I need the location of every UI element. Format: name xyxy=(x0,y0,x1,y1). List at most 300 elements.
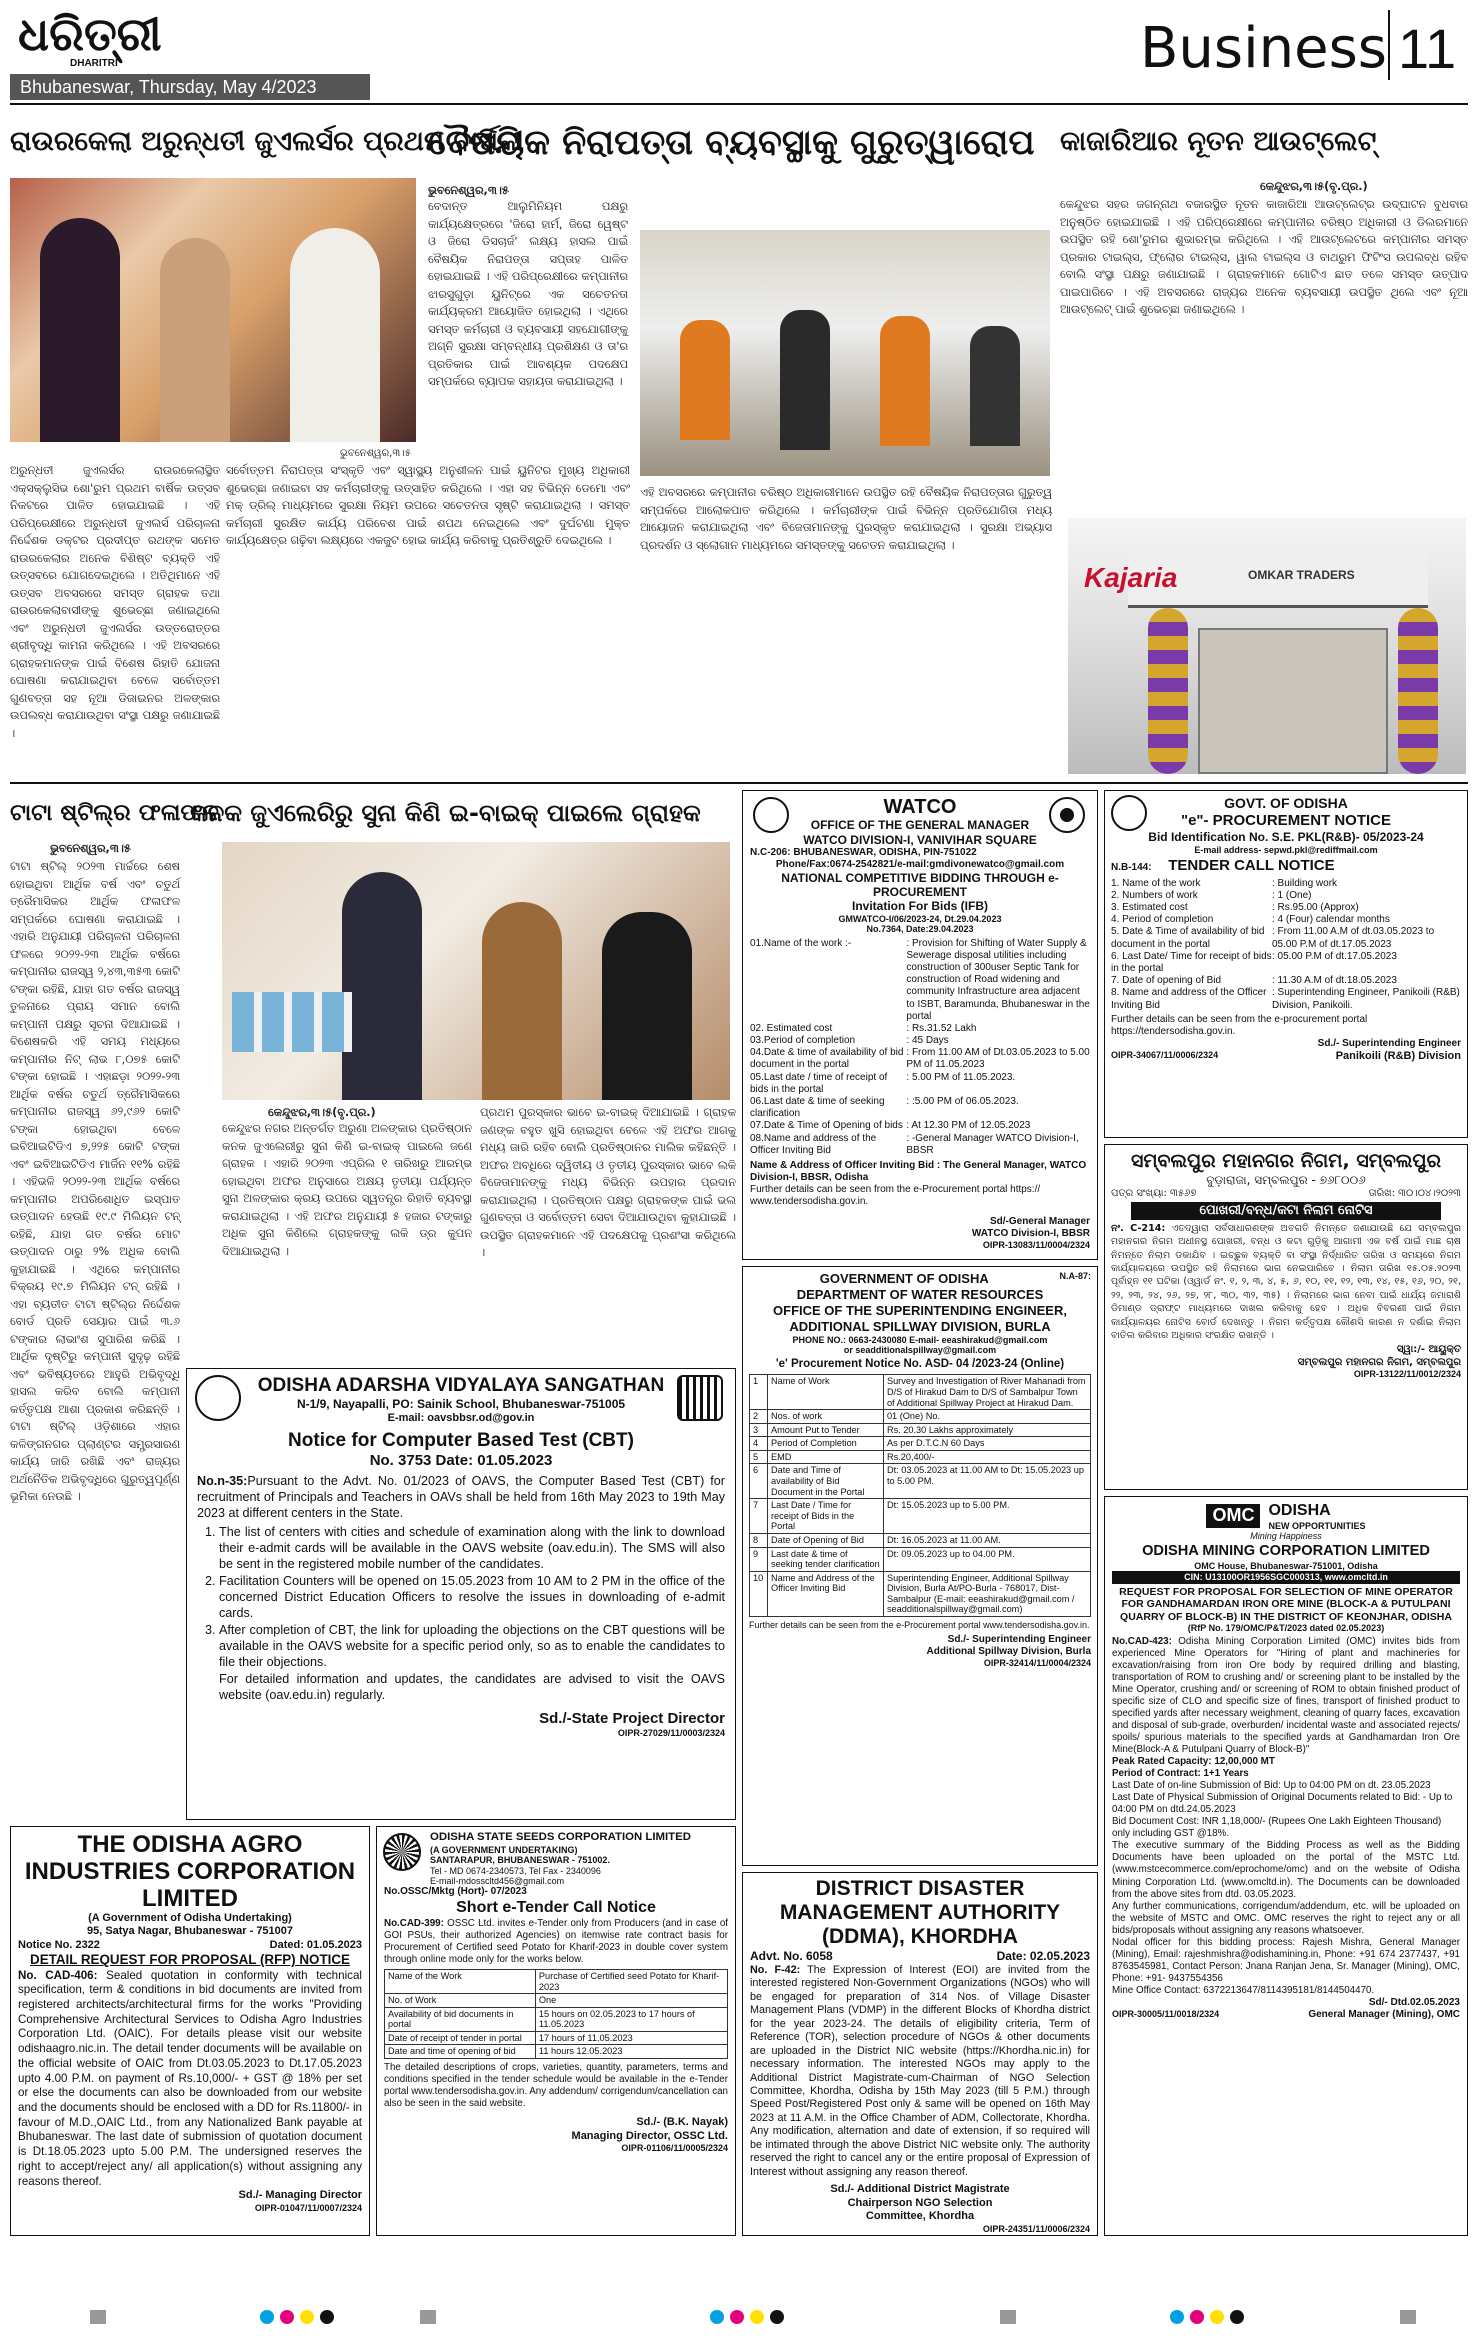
ddma-ref: No. F-42: xyxy=(750,1963,801,1976)
oaic-notice-row xyxy=(18,1939,362,1952)
dowr-table-cell: Date and Time of availability of Bid Document in the Portal xyxy=(768,1464,884,1499)
oavs-head: Notice for Computer Based Test (CBT) xyxy=(288,1430,634,1452)
pkl-govt: GOVT. OF ODISHA xyxy=(1224,795,1348,811)
story4-dateline: ଭୁବନେଶ୍ୱର,୩।୫ xyxy=(50,842,131,855)
dowr-table-cell: Nos. of work xyxy=(768,1410,884,1424)
ddma-advt: Advt. No. 6058 xyxy=(750,1949,833,1963)
customer-woman xyxy=(482,902,562,1100)
watco-row-value: : 5.00 PM of 11.05.2023. xyxy=(906,1071,1016,1083)
omc-ref: No.CAD-423: xyxy=(1112,1635,1172,1647)
watco-title: WATCO xyxy=(883,796,957,818)
smc-no-row xyxy=(1111,1188,1461,1200)
pkl-row xyxy=(1111,890,1461,902)
omc-mine: Mine Office Contact: 6372213647/8114395181/8144504470. xyxy=(1112,1984,1375,1996)
masthead xyxy=(10,6,1470,104)
ossc-no: No.OSSC/Mktg (Hort)- 07/2023 xyxy=(384,1886,527,1898)
oavs-point-2: 2. Facilitation Counters will be opened on 15.05.2023 from 10 AM to 2 PM in the office of the concerned District Education Officers to resolve the issues in downloading of e-admit cards. xyxy=(219,1573,725,1622)
watco-row-label: 03.Period of completion xyxy=(750,1035,856,1047)
dowr-table-row xyxy=(750,1533,1091,1547)
watco-further: Further details can be seen from the e-Procurement portal https:// www.tendersodisha.gov.in. xyxy=(750,1183,1041,1207)
dowr-table-cell: 01 (One) No. xyxy=(883,1410,1090,1424)
omc-logo-text xyxy=(1268,1501,1365,1531)
ossc-body: OSSC Ltd. invites e-Tender only from Producers (and in case of GOI PSUs, their authorized Agencies) on itemwise rate contract basis for Procurement of Certified seed Potato for Kharif-2023 in double cover system through online mode only for the works below. xyxy=(384,1917,728,1965)
dowr-table-cell: Name and Address of the Officer Inviting Bid xyxy=(768,1571,884,1616)
omc-sign2: General Manager (Mining), OMC xyxy=(1308,2009,1460,2021)
dowr-office: OFFICE OF THE SUPERINTENDING ENGINEER, ADDITIONAL SPILLWAY DIVISION, BURLA xyxy=(773,1302,1067,1334)
ddma-sign2: Chairperson NGO Selection xyxy=(847,2196,993,2209)
oavs-title: ODISHA ADARSHA VIDYALAYA SANGATHAN xyxy=(257,1375,665,1396)
ossc-table-cell: Availability of bid documents in portal xyxy=(385,2007,536,2031)
dowr-govt xyxy=(749,1271,1091,1287)
watco-row xyxy=(750,1133,1090,1157)
dowr-table-cell: Rs. 20.30 Lakhs approximately xyxy=(883,1423,1090,1437)
dowr-table-row xyxy=(750,1464,1091,1499)
pkl-row-label: 4. Period of completion xyxy=(1111,914,1214,926)
omc-summary: The executive summary of the Bidding Process as well as the Bidding Documents have been uploaded on the portal of the MSTC Ltd. (www.mstcecommerce.com/eprochome/omc) and on the website of Odisha Mining Corporation Ltd. (www.omcltd.in). The Documents can be downloaded from the above sites from dtd. 03.05.2023. xyxy=(1112,1840,1460,1900)
dowr-table-cell: 10 xyxy=(750,1571,768,1616)
reg-black-1 xyxy=(320,2310,334,2324)
safety-worker-4 xyxy=(970,326,1020,446)
watco-row xyxy=(750,1072,1090,1096)
dowr-table-row xyxy=(750,1547,1091,1571)
dowr-table-row xyxy=(750,1499,1091,1534)
page-number: 11 xyxy=(1398,17,1457,80)
reg-black-2 xyxy=(770,2310,784,2324)
oaic-sub: (A Government of Odisha Undertaking) xyxy=(88,1912,292,1924)
dowr-table-cell: Period of Completion xyxy=(768,1437,884,1451)
dowr-table-cell: 3 xyxy=(750,1423,768,1437)
dowr-table-row xyxy=(750,1571,1091,1616)
ossc-table-cell: 11 hours 12.05.2023 xyxy=(535,2045,727,2059)
omc-addr: OMC House, Bhubaneswar-751001, Odisha xyxy=(1194,1561,1378,1571)
reg-black-3 xyxy=(1230,2310,1244,2324)
dowr-table-cell: Superintending Engineer, Additional Spillway Division, Burla At/PO-Burla - 768017, Dist-Sambalpur (E-mail: eeashirakud@gmail.com / seadditionalspillway@gmail.com) xyxy=(883,1571,1090,1616)
oaic-head: DETAIL REQUEST FOR PROPOSAL (RFP) NOTICE xyxy=(30,1952,350,1968)
ossc-table-cell: 17 hours of 11.05.2023 xyxy=(535,2031,727,2045)
dowr-table-cell: Last Date / Time for receipt of Bids in the Portal xyxy=(768,1499,884,1534)
person-1 xyxy=(40,218,120,442)
omc-cost: Bid Document Cost: INR 1,18,000/- (Rupees One Lakh Eighteen Thousand) only including GST @18%. xyxy=(1112,1816,1442,1840)
oavs-p4: For detailed information and updates, the candidates are advised to visit the OAVS website (oav.edu.in) regularly. xyxy=(219,1671,725,1703)
watco-row-value: : From 11.00 AM of Dt.03.05.2023 to 5.00 PM of 11.05.2023 xyxy=(906,1047,1090,1071)
watco-row xyxy=(750,1035,1090,1047)
oavs-point-1: 1. The list of centers with cities and schedule of examination along with the link to download their e-admit cards will be available in the OAVS website (oav.edu.in). The SMS will also be sent in the registered mobile number of the candidates. xyxy=(219,1524,725,1573)
grey-bar-2 xyxy=(420,2310,436,2324)
safety-worker-1 xyxy=(680,320,730,440)
story5-body2: ପ୍ରଥମ ପୁରସ୍କାର ଭାବେ ଇ-ବାଇକ୍ ଦିଆଯାଇଛି । ଗ୍ରାହକ ଜଣଙ୍କ ବହୁତ ଖୁସି ହୋଇଥିବା ବେଳେ ଏହି ଅଫର ଆଗକୁ ମଧ୍ୟ ଜାରି ରହିବ ବୋଲି ପ୍ରତିଷ୍ଠାନର ମାଲିକ କହିଛନ୍ତି । ଅଫର ଅବଧିରେ ଦ୍ୱିତୀୟ ଓ ତୃତୀୟ ପୁରସ୍କାର ଭାବେ ଲକି ବିଜେତାମାନଙ୍କୁ ମଧ୍ୟ ବିଭିନ୍ନ ଉପହାର ପ୍ରଦାନ କରାଯାଇଥିଲା । ପ୍ରତିଷ୍ଠାନ ପକ୍ଷରୁ ଗ୍ରାହକଙ୍କ ପାଇଁ ଭଲ ଗୁଣବତ୍ତା ଓ ସର୍ବୋତ୍ତମ ସେବା ଦିଆଯାଉଥିବା କୁହାଯାଇଛି । ଉପସ୍ଥିତ ଗ୍ରାହକମାନେ ଏହି ପଦକ୍ଷେପକୁ ପ୍ରଶଂସା କରିଥିଲେ । xyxy=(480,1106,736,1259)
story3-body: କେନ୍ଦୁଝର ସହର ଜଗନ୍ନାଥ ବଜାରସ୍ଥିତ ନୂତନ କାଜାରିଆ ଆଉଟ୍‌ଲେଟ୍‌ର ଉଦ୍‌ଘାଟନ ବୁଧବାର ଅନୁଷ୍ଠିତ ହୋଇଯାଇଛି । ଏହି ପରିପ୍ରେକ୍ଷୀରେ କମ୍ପାନୀର ବରିଷ୍ଠ ଅଧିକାରୀ ଓ ଡିଲରମାନେ ଉପସ୍ଥିତ ରହି ଶୋ'ରୁମର ଶୁଭାରମ୍ଭ କରିଥିଲେ । ଏହି ଆଉଟ୍‌ଲେଟରେ କମ୍ପାନୀର ସମସ୍ତ ପ୍ରକାର ଟାଇଲ୍ସ, ଫ୍ଲୋର ଟାଇଲ୍ସ, ୱାଲ ଟାଇଲ୍ସ ଓ ବାଥରୁମ ଫିଟିଂସ ଉପଲବ୍ଧ ରହିବ ବୋଲି ସଂସ୍ଥା ପକ୍ଷରୁ ଜଣାଯାଇଛି । ଗ୍ରାହକମାନେ ଗୋଟିଏ ଛାତ ତଳେ ସମସ୍ତ ଉତ୍ପାଦ ପାଇପାରିବେ । ଏହି ଅବସରରେ ରାଜ୍ୟର ଅନେକ ବ୍ୟବସାୟୀ ଉପସ୍ଥିତ ଥିଲେ ଏବଂ ନୂଆ ଆଉଟ୍‌ଲେଟ୍ ପାଇଁ ଶୁଭେଚ୍ଛା ଜଣାଇଥିଲେ । xyxy=(1060,198,1468,316)
watco-row-value: : Provision for Shifting of Water Supply & Sewerage disposal utilities including construction of 300user Septic Tank for construction of Road widening and community Infrastructure area adjacent to ISBT, Baramunda, Bhubaneswar in the portal xyxy=(906,937,1090,1022)
dowr-table-row xyxy=(750,1437,1091,1451)
ddma-sign3: Committee, Khordha xyxy=(865,2210,975,2223)
watco-note: Name & Address of Officer Inviting Bid : The General Manager, WATCO Division-I, BBSR, Odisha xyxy=(750,1159,1087,1183)
ossc-table-cell: One xyxy=(535,1994,727,2008)
oaic-oipr: OIPR-01047/11/0007/2324 xyxy=(254,2202,362,2213)
ossc-table-row xyxy=(385,1969,728,1993)
omc-sign: Sd/- Dtd.02.05.2023 xyxy=(1368,1997,1460,2008)
reg-cyan-1 xyxy=(260,2310,274,2324)
ossc-notice xyxy=(376,1826,736,2236)
dowr-sign2: Additional Spillway Division, Burla xyxy=(926,1646,1091,1658)
oavs-emblem xyxy=(195,1375,241,1421)
pkl-row-value: : 05.00 P.M of dt.17.05.2023 xyxy=(1272,950,1397,962)
story3-headline: କାଜାରିଆର ନୂତନ ଆଉଟ୍‌ଲେଟ୍ xyxy=(1060,126,1377,157)
smc-ref: ନଂ. C-214: xyxy=(1111,1222,1166,1234)
omc-body: Odisha Mining Corporation Limited (OMC) invites bids from experienced Mine Operators for "Hiring of plant and machineries for excavation/raising from iron Ore body by required drilling and blasting, transportation of ROM to crushing and/ or screening plant to be installed by the Mine Operator, crushing and/ or screening of ROM to obtain finished product of specific size of CLO and specific size of fines, transport of finished product to specified yards after necessary weighment, cleaning of quarry faces, excavation and disposal of sub-grade, overburden/ incidental waste and associated rejects/ spoils/ spurious materials to the specified yards at Gandhamardan Iron Ore Mine(Block-A & Putulpani Quarry of Block-B)" xyxy=(1112,1635,1460,1756)
oaic-notice xyxy=(10,1826,370,2236)
ossc-table-cell: Name of the Work xyxy=(385,1969,536,1993)
omc-logo2: ODISHA xyxy=(1268,1502,1331,1519)
smc-head: ପୋଖରୀ/ବନ୍ଧ/କଟା ନିଲାମ ନୋଟିସ xyxy=(1131,1202,1441,1220)
customer-man xyxy=(342,872,422,1100)
ossc-addr: SANTARAPUR, BHUBANESWAR - 751002. xyxy=(430,1855,610,1866)
ossc-sub: (A GOVERNMENT UNDERTAKING) xyxy=(430,1844,578,1855)
watco-address: BHUBANESWAR, ODISHA, PIN-751022 xyxy=(793,847,977,859)
pkl-row xyxy=(1111,987,1461,1011)
oaic-notice-no: Notice No. 2322 xyxy=(18,1938,100,1951)
smc-title: ସମ୍ବଲପୁର ମହାନଗର ନିଗମ, ସମ୍ବଲପୁର xyxy=(1130,1150,1442,1172)
watco-row-value: : :5.00 PM of 06.05.2023. xyxy=(906,1096,1019,1107)
ossc-detail: The detailed descriptions of crops, varieties, quantity, parameters, terms and conditions specified in the tender schedule would be available in the e-Tender portal www.tendersodisha.gov.in. Any addendum/ corrigendum/cancellation can also be seen in the said website. xyxy=(384,2062,729,2110)
ossc-body-wrap xyxy=(384,1918,728,1966)
oavs-points xyxy=(219,1524,725,1671)
omc-nodal: Nodal officer for this bidding process: Rajesh Mishra, General Manager (Mining), Email: rajeshmishra@odishamining.in, Phone: +91 674 2377437, +91 8763545981, Contact Person: Jnana Ranjan Jena, Sr. Manager (Mining), OMC, Phone: +91- 9437554356 xyxy=(1112,1936,1460,1984)
oavs-logo-icon xyxy=(677,1375,723,1421)
rule-mid xyxy=(10,782,1468,784)
smc-sign2: ସମ୍ବଲପୁର ମହାନଗର ନିଗମ, ସମ୍ବଲପୁର xyxy=(1297,1356,1461,1368)
story4-headline: ଟାଟା ଷ୍ଟିଲ୍‌ର ଫଳାଫଳ xyxy=(10,800,220,826)
story1-body: ଅରୁନ୍ଧତୀ ଜୁଏଲର୍ସର ରାଉରକେଲାସ୍ଥିତ ଏକ୍ସକ୍ଲୁସିଭ ଶୋ'ରୁମ ପ୍ରଥମ ବାର୍ଷିକ ଉତ୍ସବ ନିକଟରେ ପାଳିତ ହୋଇଯାଇଛି । ଏହି ପରିପ୍ରେକ୍ଷୀରେ ଅରୁନ୍ଧତୀ ଜୁଏଲର୍ସ ପରିଚାଳନା ନିର୍ଦ୍ଦେଶକ ଡକ୍ଟର ପ୍ରଦୀପ୍ତ ରଥଙ୍କ ସମେତ ରାଉରକେଲାର ଅନେକ ବିଶିଷ୍ଟ ବ୍ୟକ୍ତି ଏହି ଉତ୍ସବରେ ଯୋଗଦେଇଥିଲେ । ଅତିଥିମାନେ ଏହି ଉତ୍ସବ ଅବସରରେ ସମସ୍ତ ଗ୍ରାହକ ତଥା ରାଉରକେଲାବାସୀଙ୍କୁ ଶୁଭେଚ୍ଛା ଜଣାଇଥିଲେ ଏବଂ ଅରୁନ୍ଧତୀ ଜୁଏଲର୍ସର ଉତ୍ତରୋତ୍ତର ଶ୍ରୀବୃଦ୍ଧି କାମନା କରିଥିଲେ । ଏହି ଅବସରରେ ଗ୍ରାହକମାନଙ୍କ ପାଇଁ ବିଶେଷ ରିହାତି ଯୋଜନା ଘୋଷଣା କରାଯାଇଥିବା ବେଳେ ସର୍ବୋତ୍ତମ ଗୁଣବତ୍ତା ସହ ନୂଆ ଡିଜାଇନର ଅଳଙ୍କାର ଉପଲବ୍ଧ କରାଯାଉଥିବା ସଂସ୍ଥା ପକ୍ଷରୁ ଜଣାଯାଇଛି । xyxy=(10,464,220,740)
omc-logo3: NEW OPPORTUNITIES xyxy=(1268,1520,1366,1531)
omc-logo4: Mining Happiness xyxy=(1250,1530,1322,1541)
watco-row xyxy=(750,1023,1090,1035)
story2-dateline: ଭୁବନେଶ୍ୱର,୩।୫ xyxy=(428,184,509,197)
pkl-row-value: : From 11.00 A.M of dt.03.05.2023 to 05.00 P.M of dt.17.05.2023 xyxy=(1272,926,1435,950)
pkl-row xyxy=(1111,878,1461,890)
ossc-ref: No.CAD-399: xyxy=(384,1917,444,1929)
odisha-emblem xyxy=(1111,795,1147,831)
pkl-further: Further details can be seen from the e-procurement portal https://tendersodisha.gov.in. xyxy=(1111,1013,1368,1037)
pkl-head-row xyxy=(1111,857,1461,875)
person-3 xyxy=(290,228,380,442)
watco-phone: Phone/Fax:0674-2542821/e-mail:gmdivonewatco@gmail.com xyxy=(775,859,1065,871)
person-2 xyxy=(160,238,230,442)
dowr-table-row xyxy=(750,1375,1091,1410)
watco-row-value: : Rs.31.52 Lakh xyxy=(906,1022,977,1034)
pkl-sign2: Panikoili (R&B) Division xyxy=(1335,1049,1461,1062)
dowr-table-cell: EMD xyxy=(768,1450,884,1464)
omc-period: Period of Contract: 1+1 Years xyxy=(1112,1768,1249,1780)
story2-body2: ସର୍ବୋତ୍ତମ ନିରାପତ୍ତା ସଂସ୍କୃତି ଏବଂ ସ୍ୱାସ୍ଥ୍ୟ ଅନୁଶୀଳନ ପାଇଁ ୟୁନିଟର ମୁଖ୍ୟ ଅଧିକାରୀ ଶୁଭେଚ୍ଛା ଜଣାଇବା ସହ କର୍ମଚାରୀଙ୍କୁ ଉତ୍ସାହିତ କରିଥିଲେ । ଏହା ସହ ବିଭିନ୍ନ ଡେମୋ ଏବଂ ମକ୍ ଡ୍ରିଲ୍ ମାଧ୍ୟମରେ ସୁରକ୍ଷା ନିୟମ ଉପରେ ସଚେତନତା ସୃଷ୍ଟି କରାଯାଇଥିଲା । ସମସ୍ତ କର୍ମଚାରୀ ସୁରକ୍ଷିତ କାର୍ଯ୍ୟ ପରିବେଶ ପାଇଁ ଶପଥ ନେଇଥିଲେ ଏବଂ ଦୁର୍ଘଟଣା ମୁକ୍ତ କାର୍ଯ୍ୟକ୍ଷେତ୍ର ଗଢ଼ିବା ଲକ୍ଷ୍ୟରେ ଏକଜୁଟ ହୋଇ କାର୍ଯ୍ୟ କରିବାକୁ ପ୍ରତିଶ୍ରୁତି ଦେଇଥିଲେ । xyxy=(226,464,630,547)
smc-body-wrap xyxy=(1111,1222,1461,1343)
oaic-addr: 95, Satya Nagar, Bhubaneswar - 751007 xyxy=(86,1925,294,1938)
safety-worker-2 xyxy=(780,310,830,450)
pkl-notice xyxy=(1104,790,1468,1138)
story3-photo xyxy=(1068,518,1466,774)
dowr-table-cell: Dt: 15.05.2023 up to 5.00 PM. xyxy=(883,1499,1090,1534)
omc-logo-row xyxy=(1112,1501,1460,1531)
dowr-table-cell: Date of Opening of Bid xyxy=(768,1533,884,1547)
ossc-tel: Tel - MD 0674-2340573, Tel Fax - 2340096 xyxy=(430,1865,601,1876)
ossc-title: ODISHA STATE SEEDS CORPORATION LIMITED xyxy=(430,1831,691,1843)
watco-row-value: : 45 Days xyxy=(906,1035,949,1047)
watco-row xyxy=(750,1096,1090,1120)
watco-sign: Sd/-General Manager xyxy=(989,1215,1090,1227)
watco-row xyxy=(750,1047,1090,1071)
ossc-table-cell: 15 hours on 02.05.2023 to 17 hours of 11.05.2023 xyxy=(535,2007,727,2031)
watco-row-label: 07.Date & Time of Opening of bids xyxy=(750,1120,903,1132)
oavs-point-3: 3. After completion of CBT, the link for uploading the objections on the CBT questions will be available in the OAVS website for a specific period only, so as to enable the candidates to file their objections. xyxy=(219,1622,725,1671)
pkl-row-label: 1. Name of the work xyxy=(1111,877,1201,889)
watco-row-value: : -General Manager WATCO Division-I, BBSR xyxy=(906,1132,1079,1156)
ossc-table-cell: Purchase of Certified seed Potato for Kharif-2023 xyxy=(535,1969,727,1993)
omc-corr: Any further communications, corrigendum/addendum, etc. will be uploaded on the website of MSTC and OMC. OMC reserves the right to reject any or all bids/proposals without assigning any reasons whatsoever. xyxy=(1112,1900,1460,1936)
oavs-sign: Sd./-State Project Director xyxy=(539,1709,725,1727)
dowr-table xyxy=(749,1374,1091,1617)
dowr-further: Further details can be seen from the e-Procurement portal www.tendersodisha.gov.in. xyxy=(749,1619,1090,1630)
watco-row-label: 05.Last date / time of receipt of bids in the portal xyxy=(750,1071,888,1095)
story5-body1: କେନ୍ଦୁଝର ନଗର ଅନ୍ତର୍ଗତ ଅରୁଣା ଅଳଙ୍କାର ପ୍ରତିଷ୍ଠାନ କନକ ଜୁଏଲେରୀରୁ ସୁନା କିଣି ଇ-ବାଇକ୍ ପାଇଲେ ଜଣେ ଗ୍ରାହକ । ଏହାରି ୨୦୨୩ ଏପ୍ରିଲ ୧ ତାରିଖରୁ ଆରମ୍ଭ ହୋଇଥିବା ଅଫର ଅନୁସାରେ ଅକ୍ଷୟ ତୃତୀୟା ପର୍ଯ୍ୟନ୍ତ ସୁନା ଅଳଙ୍କାର କ୍ରୟ ଉପରେ ସ୍ୱତନ୍ତ୍ର ରିହାତି ବ୍ୟବସ୍ଥା କରାଯାଇଥିଲା । ଏହି ଅଫର ଅନୁଯାୟୀ ୫ ହଜାର ଟଙ୍କାରୁ ଅଧିକ ସୁନା କିଣିଲେ ଗ୍ରାହକଙ୍କୁ ଲକି ଡ୍ର କୁପନ ଦିଆଯାଇଥିଲା । xyxy=(222,1122,472,1258)
reg-magenta-1 xyxy=(280,2310,294,2324)
watco-ref: N.C-206: xyxy=(750,847,791,859)
pkl-row-value: : 11.30 A.M of dt.18.05.2023 xyxy=(1272,975,1397,987)
dowr-table-row xyxy=(750,1423,1091,1437)
pkl-rows xyxy=(1111,878,1461,1012)
omc-last: Last Date of on-line Submission of Bid: Up to 04:00 PM on dt. 23.05.2023 xyxy=(1112,1780,1431,1792)
rule-top xyxy=(10,103,1468,105)
ossc-sign2: Managing Director, OSSC Ltd. xyxy=(571,2129,728,2142)
reg-cyan-3 xyxy=(1170,2310,1184,2324)
pkl-row xyxy=(1111,951,1461,975)
ddma-body-wrap xyxy=(750,1964,1090,2180)
omc-rfp: REQUEST FOR PROPOSAL FOR SELECTION OF MINE OPERATOR FOR GANDHAMARDAN IRON ORE MINE (BLOCK-A & PUTULPANI QUARRY OF BLOCK-B) IN THE DISTRICT OF KEONJHAR, ODISHA xyxy=(1119,1585,1453,1623)
pkl-row-value: : Building work xyxy=(1272,877,1338,889)
smc-no: ପତ୍ର ସଂଖ୍ୟା: ୩୫୬୭ xyxy=(1111,1187,1197,1199)
omc-oipr: OIPR-30005/11/0018/2324 xyxy=(1112,2009,1220,2020)
dowr-table-cell: Dt: 09.05.2023 up to 04.00 PM. xyxy=(883,1547,1090,1571)
ossc-sign: Sd./- (B.K. Nayak) xyxy=(636,2116,728,2129)
balloon-arch-2 xyxy=(1398,608,1438,774)
pkl-row-value: : Rs.95.00 (Approx) xyxy=(1272,902,1359,914)
dowr-dept: DEPARTMENT OF WATER RESOURCES xyxy=(796,1286,1044,1302)
shop-window xyxy=(1198,628,1388,774)
ossc-table-row xyxy=(385,1994,728,2008)
watco-row xyxy=(750,938,1090,1023)
dowr-table-cell: 4 xyxy=(750,1437,768,1451)
dateline: Bhubaneswar, Thursday, May 4/2023 xyxy=(20,77,317,97)
smc-oipr: OIPR-13122/11/0012/2324 xyxy=(1353,1368,1461,1379)
ddma-date: Date: 02.05.2023 xyxy=(996,1949,1090,1963)
omc-rfpno: (RfP No. 179/OMC/P&T/2023 dated 02.05.2023) xyxy=(1187,1623,1385,1634)
story1-photo xyxy=(10,178,416,442)
pkl-row-label: 3. Estimated cost xyxy=(1111,902,1188,914)
omc-notice xyxy=(1104,1496,1468,2236)
omc-body-wrap xyxy=(1112,1636,1460,1756)
watco-row xyxy=(750,1120,1090,1132)
pkl-row-label: 7. Date of opening of Bid xyxy=(1111,975,1222,987)
pkl-row xyxy=(1111,975,1461,987)
oaic-sign: Sd./- Managing Director xyxy=(238,2189,362,2202)
dowr-oipr: OIPR-32414/11/0004/2324 xyxy=(983,1658,1091,1669)
customer-child xyxy=(602,912,692,1100)
dowr-table-cell: Survey and Investigation of River Mahanadi from D/S of Hirakud Dam to D/S of Sambalpur Town of Additional Spillway Project at Hirakud Dam. xyxy=(883,1375,1090,1410)
smc-sign: ସ୍ୱା:/- ଆୟୁକ୍ତ xyxy=(1396,1344,1461,1356)
watco-sign2: WATCO Division-I, BBSR xyxy=(971,1227,1090,1239)
omc-phys: Last Date of Physical Submission of Original Documents related to Bid: - Up to 04:00 PM on dtd.24.05.2023 xyxy=(1112,1792,1453,1816)
reg-magenta-2 xyxy=(730,2310,744,2324)
ddma-sign: Sd./- Additional District Magistrate xyxy=(830,2183,1010,2196)
pkl-row-label: 2. Numbers of work xyxy=(1111,889,1198,901)
watco-row-label: 01.Name of the work :- xyxy=(750,937,852,949)
story2-body3: ଏହି ଅବସରରେ କମ୍ପାନୀର ବରିଷ୍ଠ ଅଧିକାରୀମାନେ ଉପସ୍ଥିତ ରହି ବୈଷୟିକ ନିରାପତ୍ତାର ଗୁରୁତ୍ୱ ସମ୍ପର୍କରେ ଆଲୋକପାତ କରିଥିଲେ । କର୍ମଚାରୀଙ୍କ ପାଇଁ ବିଭିନ୍ନ ପ୍ରତିଯୋଗିତା ମଧ୍ୟ ଆୟୋଜନ କରାଯାଇଥିଲା ଏବଂ ବିଜେତାମାନଙ୍କୁ ପୁରସ୍କୃତ କରାଯାଇଥିଲା । ସୁରକ୍ଷା ଅଭ୍ୟାସ ପ୍ରଦର୍ଶନ ଓ ସ୍ଲୋଗାନ ମାଧ୍ୟମରେ ସମସ୍ତଙ୍କୁ ସଚେତନ କରାଯାଇଥିଲା । xyxy=(640,486,1052,552)
story2-body1: ବେଦାନ୍ତ ଆଲୁମିନିୟମ ପକ୍ଷରୁ କାର୍ଯ୍ୟକ୍ଷେତ୍ରରେ 'ଜିରୋ ହାର୍ମ, ଜିରୋ ୱେଷ୍ଟ ଓ ଜିରୋ ଡିସଚାର୍ଜ' ଲକ୍ଷ୍ୟ ହାସଲ ପାଇଁ ବୈଷୟିକ ନିରାପତ୍ତା ସପ୍ତାହ ପାଳିତ ହୋଇଯାଇଛି । ଏହି ପରିପ୍ରେକ୍ଷୀରେ କମ୍ପାନୀର ଝାରସୁଗୁଡ଼ା ୟୁନିଟ୍‌ରେ ଏକ ସଚେତନତା କାର୍ଯ୍ୟକ୍ରମ ଆୟୋଜିତ ହୋଇଥିଲା । ଏଥିରେ ସମସ୍ତ କର୍ମଚାରୀ ଓ ବ୍ୟବସାୟୀ ସହଯୋଗୀଙ୍କୁ ଅଗ୍ନି ସୁରକ୍ଷା ସମ୍ବନ୍ଧୀୟ ପ୍ରଶିକ୍ଷଣ ଓ ତା'ର ପ୍ରତିକାର ପାଇଁ ଆବଶ୍ୟକ ପଦକ୍ଷେପ ସମ୍ପର୍କରେ ବ୍ୟାପକ ସହାୟତା କରାଯାଇଥିଲା । xyxy=(428,200,628,388)
watco-row-label: 08.Name and address of the Officer Inviting Bid xyxy=(750,1132,877,1156)
watco-addr xyxy=(750,847,1090,859)
ossc-table-cell: Date of receipt of tender in portal xyxy=(385,2031,536,2045)
ossc-table-row xyxy=(385,2045,728,2059)
balloon-arch xyxy=(1148,608,1188,774)
reg-cyan-2 xyxy=(710,2310,724,2324)
dowr-notice-no: 'e' Procurement Notice No. ASD- 04 /2023-24 (Online) xyxy=(775,1358,1065,1371)
watco-row-label: 04.Date & time of availability of bid document in the portal xyxy=(750,1047,904,1071)
smc-notice xyxy=(1104,1144,1468,1490)
story1-headline: ରାଉରକେଲା ଅରୁନ୍ଧତୀ ଜୁଏଲର୍ସର ପ୍ରଥମ ବାର୍ଷିକୀ xyxy=(10,126,524,157)
ddma-oipr: OIPR-24351/11/0006/2324 xyxy=(982,2223,1090,2234)
story4-body: ଟାଟା ଷ୍ଟିଲ୍ ୨୦୨୩ ମାର୍ଚ୍ଚରେ ଶେଷ ହୋଇଥିବା ଆର୍ଥିକ ବର୍ଷ ଏବଂ ଚତୁର୍ଥ ତ୍ରୈମାସିକର ଆର୍ଥିକ ଫଳାଫଳ ସମ୍ପର୍କରେ ଘୋଷଣା କରାଯାଇଛି । ଏହାରି ଅନୁଯାୟୀ ପରିଚାଳନା ପରିଚାଳନା ଫଳରେ ୨୦୨୨-୨୩ ଆର୍ଥିକ ବର୍ଷରେ କମ୍ପାନୀର ରାଜସ୍ୱ ୨,୪୩,୩୫୩ କୋଟି ଟଙ୍କା ରହିଛି, ଯାହା ଗତ ବର୍ଷର ରାଜସ୍ୱ ତୁଳନାରେ ପ୍ରାୟ ସମାନ ବୋଲି କମ୍ପାନୀ ପକ୍ଷରୁ ସୂଚନା ଦିଆଯାଇଛି । ବିଶେଷକରି ଏହି ସମୟ ମଧ୍ୟରେ କମ୍ପାନୀର ନିଟ୍ ଲାଭ ୮,୦୭୫ କୋଟି ଟଙ୍କା ହୋଇଛି । ଏହାଛଡ଼ା ୨୦୨୨-୨୩ ଆର୍ଥିକ ବର୍ଷର ଚତୁର୍ଥ ତ୍ରୈମାସିକରେ କମ୍ପାନୀର ରାଜସ୍ୱ ୬୨,୯୬୨ କୋଟି ଟଙ୍କା ହୋଇଥିବା ବେଳେ ଇବିଆଇଟିଡିଏ ୭,୨୨୫ କୋଟି ଟଙ୍କା ଏବଂ ଇବିଆଇଟିଡିଏ ମାର୍ଜିନ ୧୧% ରହିଛି । ଏହିଭଳି ୨୦୨୨-୨୩ ଆର୍ଥିକ ବର୍ଷରେ କମ୍ପାନୀର ଅପରିଶୋଧିତ ଇସ୍ପାତ ଉତ୍ପାଦନ ହେଉଛି ୧୯.୯ ମିଲିୟନ ଟନ୍ ରହିଛି, ଯାହା ଗତ ବର୍ଷର ମୋଟ ଉତ୍ପାଦନ ଠାରୁ ୨% ଅଧିକ ବୋଲି କୁହାଯାଇଛି । ଏଥିରେ କମ୍ପାନୀର ବିକ୍ରୟ ୧୯.୭ ମିଲିୟନ ଟନ୍ ରହିଛି । ଏହା ବ୍ୟତୀତ ଟାଟା ଷ୍ଟିଲ୍‌ର ନିର୍ଦ୍ଦେଶକ ବୋର୍ଡ ପ୍ରତି ସେୟାର ପାଇଁ ୩.୬ ଟଙ୍କାର ଲାଭାଂଶ ସୁପାରିଶ କରିଛି । ଆର୍ଥିକ ଦୃଷ୍ଟିରୁ କମ୍ପାନୀ ସୁଦୃଢ଼ ରହିଛି ଏବଂ ଭବିଷ୍ୟତରେ ଆହୁରି ଅଭିବୃଦ୍ଧି ହାସଲ କରିବ ବୋଲି କମ୍ପାନୀ କର୍ତ୍ତୃପକ୍ଷ ଆଶା ପ୍ରକାଶ କରିଛନ୍ତି । ଟାଟା ଷ୍ଟିଲ୍ ଓଡ଼ିଶାରେ ଏହାର କଳିଙ୍ଗନଗର ପ୍ଲାଣ୍ଟର ସମ୍ପ୍ରସାରଣ କାର୍ଯ୍ୟ ଜାରି ରଖିଛି ଏବଂ ରାଜ୍ୟର ଅର୍ଥନୈତିକ ଅଭିବୃଦ୍ଧିରେ ଗୁରୁତ୍ୱପୂର୍ଣ୍ଣ ଭୂମିକା ନେଉଛି । xyxy=(10,860,180,1503)
dowr-table-cell: 1 xyxy=(750,1375,768,1410)
watco-invite: Invitation For Bids (IFB) xyxy=(852,899,988,914)
pkl-row xyxy=(1111,926,1461,950)
oavs-email: E-mail: oavsbbsr.od@gov.in xyxy=(387,1411,535,1424)
watco-no2: No.7364, Date:29.04.2023 xyxy=(866,924,974,935)
pkl-title: "e"- PROCUREMENT NOTICE xyxy=(1180,812,1392,830)
dowr-table-cell: 2 xyxy=(750,1410,768,1424)
pkl-row-label: 8. Name and address of the Officer Inviting Bid xyxy=(1111,987,1267,1011)
dowr-notice xyxy=(742,1266,1098,1866)
watco-row-label: 02. Estimated cost xyxy=(750,1022,833,1034)
smc-date: ତାରିଖ: ୩୦।୦୪।୨୦୨୩ xyxy=(1368,1187,1461,1199)
pkl-sign: Sd./- Superintending Engineer xyxy=(1317,1037,1461,1049)
story1-dateline: ଭୁବନେଶ୍ୱର,୩।୫ xyxy=(340,448,411,459)
watco-office: OFFICE OF THE GENERAL MANAGER xyxy=(810,818,1030,832)
dowr-table-cell: Last date & time of seeking tender clarification xyxy=(768,1547,884,1571)
dowr-phone: PHONE NO.: 0663-2430080 E-mail- eeashirakud@gmail.com xyxy=(792,1334,1048,1345)
ossc-head: Short e-Tender Call Notice xyxy=(456,1899,656,1917)
story3-dateline: କେନ୍ଦୁଝର,୩।୫(ବୃ.ପ୍ର.) xyxy=(1260,180,1368,193)
pkl-nb: N.B-144: xyxy=(1111,862,1152,874)
dowr-table-cell: Name of Work xyxy=(768,1375,884,1410)
dowr-table-cell: 9 xyxy=(750,1547,768,1571)
omc-cin: CIN: U13100OR1956SGC000313, www.omcltd.in xyxy=(1112,1571,1460,1583)
pkl-head: TENDER CALL NOTICE xyxy=(1168,857,1335,875)
oaic-title: THE ODISHA AGRO INDUSTRIES CORPORATION LIMITED xyxy=(24,1831,356,1912)
watco-row-value: : At 12.30 PM of 12.05.2023 xyxy=(906,1120,1031,1132)
ddma-body: The Expression of Interest (EOI) are invited from the interested registered Non-Government Organizations (NGOs) who will be engaged for preparation of 314 Nos. of Village Disaster Management Plans (VDMP) in the different Blocks of Khordha district for the year 2023-24. The details of eligibility criteria, Term of Reference (TOR), selection procedure of NGOs & other documents are uploaded in the District NIC website (https://Khordha.nic.in) for necessary information. The interested NGOs may apply to the Additional District Magistrate-cum-Chairman of NGO Selection Committee, Khordha, Odisha by 15th May 2023 (till 5 P.M.) through Speed Post/Registered Post only & same will be opened on 16th May 2023 at 11 A.M. in the Office Chamber of ADM, Collectorate, Khordha. Any modification, alternation and date of extension, if so required will be intimated through the above District NIC website only. The authority reserved the right to cancel any or the entire proposal of Expression of Interest without assigning any reason thereof. xyxy=(750,1963,1091,2178)
pkl-oipr: OIPR-34067/11/0006/2324 xyxy=(1111,1049,1219,1060)
masthead-divider xyxy=(1388,10,1390,80)
story2-photo xyxy=(640,230,1050,476)
dowr-table-cell: Dt: 03.05.2023 at 11.00 AM to Dt: 15.05.2023 up to 5.00 PM. xyxy=(883,1464,1090,1499)
grey-bar-3 xyxy=(1000,2310,1016,2324)
dowr-na: N.A-87: xyxy=(1059,1271,1091,1281)
pkl-row-value: : 4 (Four) calendar months xyxy=(1272,914,1390,926)
ossc-table-row xyxy=(385,2007,728,2031)
dowr-table-cell: 7 xyxy=(750,1499,768,1534)
reg-yellow-2 xyxy=(750,2310,764,2324)
oavs-oipr: OIPR-27029/11/0003/2324 xyxy=(617,1727,725,1738)
ddma-title: DISTRICT DISASTER MANAGEMENT AUTHORITY (DDMA), KHORDHA xyxy=(779,1877,1061,1948)
story5-headline: କନକ ଜୁଏଲେରିରୁ ସୁନା କିଣି ଇ-ବାଇକ୍ ପାଇଲେ ଗ୍ରାହକ xyxy=(190,799,701,827)
ddma-notice xyxy=(742,1872,1098,2236)
gift-jars xyxy=(232,992,352,1052)
grey-bar-1 xyxy=(90,2310,106,2324)
oaic-body-wrap xyxy=(18,1969,362,2190)
dowr-table-row xyxy=(750,1450,1091,1464)
dowr-email2: or seadditionalspillway@gmail.com xyxy=(843,1345,997,1356)
dowr-table-cell: Amount Put to Tender xyxy=(768,1423,884,1437)
dowr-table-cell: Dt: 16.05.2023 at 11.00 AM. xyxy=(883,1533,1090,1547)
pkl-bid: Bid Identification No. S.E. PKL(R&B)- 05/2023-24 xyxy=(1148,830,1424,845)
section-title: Business xyxy=(1140,16,1387,81)
story2-headline: ବୈଷୟିକ ନିରାପତ୍ତା ବ୍ୟବସ୍ଥାକୁ ଗୁରୁତ୍ୱାରୋପ xyxy=(428,123,1035,163)
ossc-table xyxy=(384,1969,728,2059)
oavs-no: No. 3753 Date: 01.05.2023 xyxy=(369,1452,553,1470)
omc-logo: OMC xyxy=(1206,1504,1260,1528)
kajaria-sign: Kajaria xyxy=(1084,562,1178,593)
pkl-email: E-mail address- sepwd.pkl@rediffmail.com xyxy=(1194,845,1378,855)
pkl-row-value: : Superintending Engineer, Panikoili (R&B) Division, Panikoili. xyxy=(1272,987,1460,1011)
oaic-ref: No. CAD-406: xyxy=(18,1968,98,1982)
oavs-intro: Pursuant to the Advt. No. 01/2023 of OAVS, the Computer Based Test (CBT) for recruitment of Principals and Teachers in OAVs shall be held from 16th May 2023 to 19th May 2023 at different centers in the State. xyxy=(197,1473,725,1521)
oaic-date: Dated: 01.05.2023 xyxy=(269,1938,362,1951)
ossc-emblem xyxy=(383,1833,421,1871)
pkl-row-value: : 1 (One) xyxy=(1272,889,1312,901)
watco-logo-icon xyxy=(1049,797,1085,833)
ossc-email: E-mail-mdosscltd456@gmail.com xyxy=(430,1875,565,1886)
reg-yellow-3 xyxy=(1210,2310,1224,2324)
watco-no: GMWATCO-I/06/2023-24, Dt.29.04.2023 xyxy=(838,913,1002,924)
dowr-table-cell: 5 xyxy=(750,1450,768,1464)
ossc-table-row xyxy=(385,2031,728,2045)
dowr-table-row xyxy=(750,1410,1091,1424)
masthead-logo-sub: DHARITRI xyxy=(70,58,118,69)
ossc-table-cell: Date and time of opening of bid xyxy=(385,2045,536,2059)
smc-body: ଏତଦ୍ୱାରା ସର୍ବସାଧାରଣଙ୍କ ଅବଗତି ନିମନ୍ତେ ଜଣାଯାଉଛି ଯେ ସମ୍ବଲପୁର ମହାନଗର ନିଗମ ଅଧୀନସ୍ଥ ପୋଖରୀ, ବନ୍ଧ ଓ କଟା ଗୁଡ଼ିକୁ ଆଗାମୀ ଏକ ବର୍ଷ ପାଇଁ ମାଛ ଚାଷ ନିମନ୍ତେ ନିଲାମ ଡକାଯିବ । ଇଚ୍ଛୁକ ବ୍ୟକ୍ତି ବା ସଂସ୍ଥା ନିର୍ଦ୍ଧାରିତ ତାରିଖ ଓ ସମୟରେ ନିଗମ କାର୍ଯ୍ୟାଳୟରେ ଉପସ୍ଥିତ ରହି ନିଲାମରେ ଭାଗ ନେଇପାରିବେ । ନିଲାମ ତାରିଖ ୧୫.୦୫.୨୦୨୩ ପୂର୍ବାହ୍ନ ୧୧ ଘଟିକା (ଓ୍ୱାର୍ଡ ନଂ. ୧, ୨, ୩, ୪, ୫, ୬, ୧୦, ୧୧, ୧୨, ୧୩, ୧୪, ୧୫, ୧୬, ୨୦, ୨୧, ୨୨, ୨୩, ୨୪, ୨୬, ୨୭, ୨୮, ୩୦, ୩୨, ୩୫) । ନିଲାମରେ ଭାଗ ନେବା ପାଇଁ ଧାର୍ଯ୍ୟ ଜମାରାଶି ଡିମାଣ୍ଡ ଡ୍ରାଫ୍ଟ ମାଧ୍ୟମରେ ଦାଖଲ କରିବାକୁ ହେବ । ଅଧିକ ବିବରଣୀ ପାଇଁ ନିଗମ କାର୍ଯ୍ୟାଳୟର ନୋଟିସ ବୋର୍ଡ ଦେଖନ୍ତୁ । ନିଗମ କର୍ତ୍ତୃପକ୍ଷ କୌଣସି କାରଣ ନ ଦର୍ଶାଇ ନିଲାମ ବାତିଲ କରିବାର ଅଧିକାର ସଂରକ୍ଷିତ ରଖନ୍ତି । xyxy=(1111,1222,1461,1342)
dowr-table-cell: 8 xyxy=(750,1533,768,1547)
oavs-ref: No.n-35: xyxy=(197,1473,248,1488)
reg-magenta-3 xyxy=(1190,2310,1204,2324)
ddma-advt-row xyxy=(750,1949,1090,1964)
watco-div: WATCO DIVISION-I, VANIVIHAR SQUARE xyxy=(803,832,1037,847)
dowr-table-cell: 6 xyxy=(750,1464,768,1499)
grey-bar-4 xyxy=(1400,2310,1416,2324)
watco-oipr: OIPR-13083/11/0004/2324 xyxy=(982,1239,1090,1250)
ossc-table-cell: No. of Work xyxy=(385,1994,536,2008)
oavs-intro-wrap xyxy=(197,1473,725,1522)
omc-title: ODISHA MINING CORPORATION LIMITED xyxy=(1142,1543,1430,1560)
pkl-row xyxy=(1111,914,1461,926)
omkar-sign: OMKAR TRADERS xyxy=(1248,568,1355,582)
dowr-sign: Sd./- Superintending Engineer xyxy=(947,1634,1091,1646)
watco-rows xyxy=(750,938,1090,1157)
pkl-row-label: 6. Last Date/ Time for receipt of bids in the portal xyxy=(1111,950,1272,974)
oaic-body: Sealed quotation in conformity with technical specification, term & conditions in bid documents are invited from registered architects/architectural firms for the works "Providing Comprehensive Architectural Services to Odisha Agro Industries Corporation Ltd. (OAIC). For details please visit our website odishaagro.nic.in. The detail tender documents will be available on the official website of OAIC from Dt.03.05.2023 to Dt.17.05.2023 upto 4.00 P.M. on payment of Rs.10,000/- + GST @ 18% per set or else the documents can also be downloaded from our website and the documents should be enclosed with a DD for Rs.11800/- in favour of M.D.,OAIC Ltd., from any Nationalized Bank payable at Bhubaneswar. The last date of submission of quotation document is Dt.18.05.2023 upto 5.00 P.M. The undersigned reserves the right to accept/reject any/ all application(s) without assigning any reasons thereof. xyxy=(18,1968,362,2188)
pkl-row xyxy=(1111,902,1461,914)
dowr-govt-text: GOVERNMENT OF ODISHA xyxy=(819,1271,989,1286)
reg-yellow-1 xyxy=(300,2310,314,2324)
masthead-logo: ଧରିତ୍ରୀ xyxy=(18,7,162,61)
watco-emblem xyxy=(753,797,789,833)
